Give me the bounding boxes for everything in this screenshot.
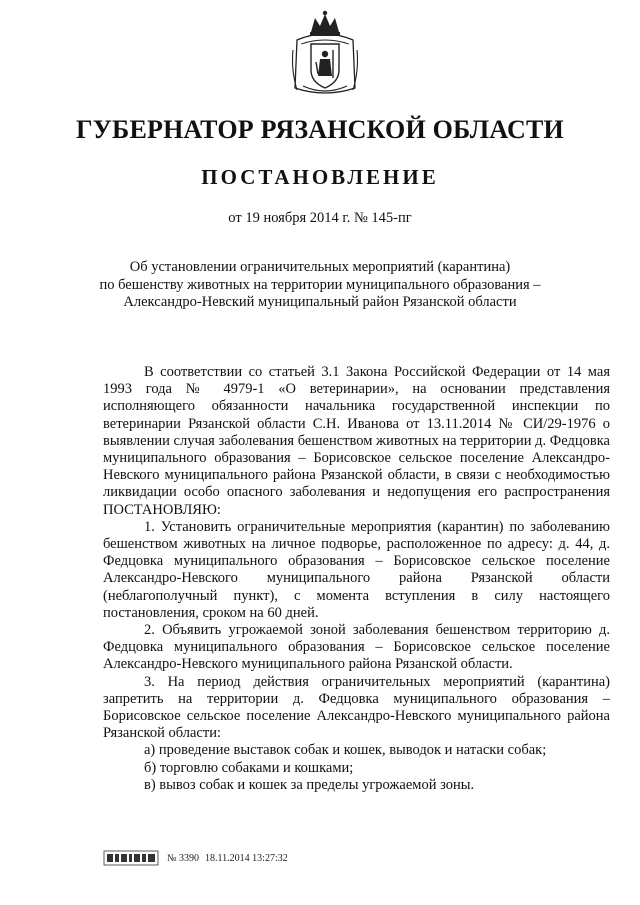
subject-line: Об установлении ограничительных мероприятий (карантина) (129, 259, 511, 275)
item-1-paragraph: 1. Установить ограничительные мероприятия (карантин) по заболеванию бешенством животных на личное подворье, расположенное по адресу: д. 44, д. Федцовка муниципального образования – Борисовское сельское поселение Александро-Невского муниципального района Рязанской области (неблагополучный пункт), с момента вступления в силу настоящего постановления, сроком на 60 дней. (103, 518, 610, 621)
subject-line: Александро-Невский муниципальный район Рязанской области (123, 294, 517, 310)
registry-footer (103, 848, 288, 868)
registry-number: № 3390 (167, 852, 200, 864)
registry-timestamp: 18.11.2014 13:27:32 (205, 852, 288, 864)
item-3c: в) вывоз собак и кошек за пределы угрожаемой зоны. (144, 776, 475, 793)
intro-paragraph: В соответствии со статьей 3.1 Закона Российской Федерации от 14 мая 1993 года № 4979-1 «О ветеринарии», на основании представления исполняющего обязанности начальника государственной инспекции по ветеринарии Рязанской области С.Н. Иванова от 13.11.2014 № СИ/29-1976 о выявлении случая заболевания бешенством животных на территории д. Федцовка муниципального образования – Борисовское сельское поселение Александро-Невского муниципального района Рязанской области, в связи с необходимостью ликвидации особо опасного заболевания и недопущения его распространения ПОСТАНОВЛЯЮ: (103, 364, 610, 518)
document-subject (60, 259, 580, 312)
item-3-paragraph: 3. На период действия ограничительных мероприятий (карантина) запретить на территории д. Федцовка муниципального образования – Борисовское сельское поселение Александро-Невского муниципального района Рязанской области: (103, 673, 610, 742)
registry-stamp-icon (103, 849, 159, 867)
coat-of-arms-icon (289, 10, 361, 98)
subject-line: по бешенству животных на территории муниципального образования – (99, 276, 541, 293)
item-3b: б) торговлю собаками и кошками; (144, 759, 354, 776)
item-2-paragraph: 2. Объявить угрожаемой зоной заболевания бешенством территорию д. Федцовка муниципального образования – Борисовское сельское поселение Александро-Невского муниципального района Рязанской области. (103, 622, 610, 673)
page-title: ГУБЕРНАТОР РЯЗАНСКОЙ ОБЛАСТИ (76, 115, 564, 144)
item-3a: а) проведение выставок собак и кошек, выводок и натаски собак; (144, 742, 547, 759)
document-type: ПОСТАНОВЛЕНИЕ (201, 165, 439, 189)
document-date-number: от 19 ноября 2014 г. № 145-пг (228, 210, 412, 226)
document-body (103, 364, 610, 794)
